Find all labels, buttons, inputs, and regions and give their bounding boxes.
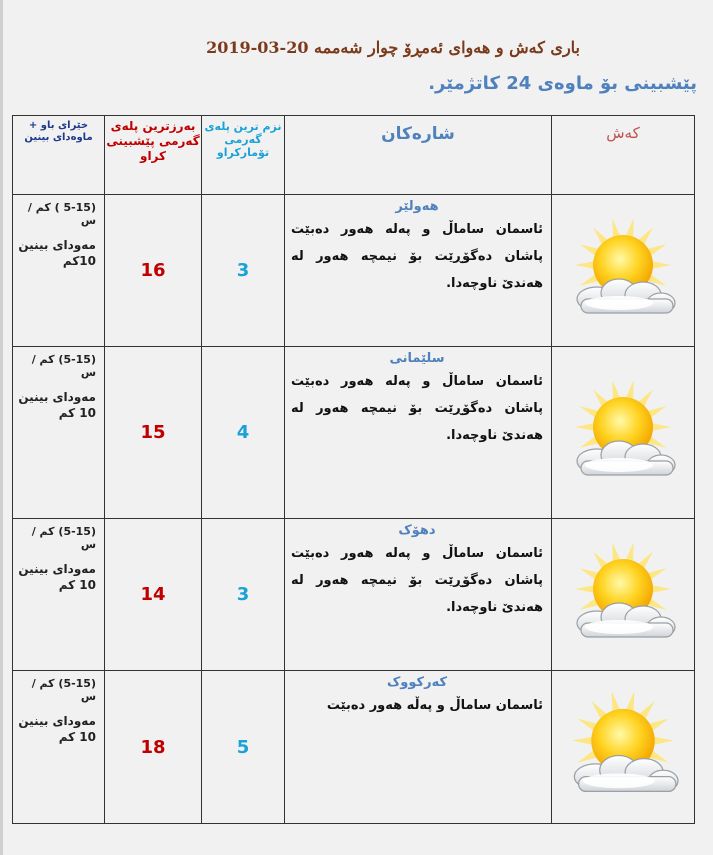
header-min — [202, 116, 285, 195]
header-min-label: نزم ترین پلەی گەرمی تۆمارکراو — [204, 120, 282, 159]
max-temp: 15 — [105, 347, 202, 519]
page-title: باری کەش و هەوای ئەمڕۆ چوار شەممە 20-03-2019 — [206, 38, 580, 57]
city-cell — [285, 347, 552, 519]
header-wind — [13, 116, 105, 195]
wind-cell — [13, 195, 105, 347]
visibility: مەودای بینین 10کم — [18, 238, 96, 268]
visibility: مەودای بینین 10 کم — [18, 390, 96, 420]
city-description: ئاسمان ساماڵ و پەلە هەور دەبێت پاشان دەگۆڕێت بۆ نیمچە هەور لە هەندێ ناوچەدا. — [291, 374, 543, 443]
partly-cloudy-sun-icon — [567, 219, 679, 323]
header-weather-label: کەش — [606, 124, 640, 142]
header-wind-label: خێرای باو + ماوەدای بینین — [24, 120, 93, 143]
min-temp: 5 — [202, 671, 285, 824]
min-temp: 3 — [202, 519, 285, 671]
wind-speed: (5-15) کم /س — [31, 353, 96, 379]
page-edge — [0, 0, 3, 855]
max-temp: 16 — [105, 195, 202, 347]
city-name: کەرکووک — [386, 675, 448, 690]
max-temp: 18 — [105, 671, 202, 824]
header-max-label: بەرزترین پلەی گەرمی پێشبینی کراو — [106, 119, 200, 163]
table-row — [13, 347, 695, 519]
city-description: ئاسمان ساماڵ و پەڵە هەور دەبێت — [326, 698, 543, 713]
wind-speed: (5-15) کم /س — [31, 525, 96, 551]
weather-icon-cell — [552, 195, 695, 347]
partly-cloudy-sun-icon — [567, 381, 679, 485]
weather-icon-cell — [552, 671, 695, 824]
partly-cloudy-sun-icon — [567, 543, 679, 647]
table-row — [13, 519, 695, 671]
wind-cell — [13, 671, 105, 824]
city-name: دهۆک — [398, 523, 436, 538]
header-weather — [552, 116, 695, 195]
header-max — [105, 116, 202, 195]
city-cell — [285, 195, 552, 347]
weather-table — [12, 115, 695, 824]
table-row — [13, 671, 695, 824]
weather-icon-cell — [552, 347, 695, 519]
partly-cloudy-sun-icon — [562, 692, 684, 802]
city-description: ئاسمان ساماڵ و پەلە هەور دەبێت پاشان دەگۆڕێت بۆ نیمچە هەور لە هەندێ ناوچەدا. — [291, 546, 543, 615]
city-description: ئاسمان ساماڵ و پەلە هەور دەبێت پاشان دەگۆڕێت بۆ نیمچە هەور لە هەندێ ناوچەدا. — [291, 222, 543, 291]
visibility: مەودای بینین 10 کم — [18, 714, 96, 744]
city-cell — [285, 519, 552, 671]
header-cities — [285, 116, 552, 195]
min-temp: 4 — [202, 347, 285, 519]
visibility: مەودای بینین 10 کم — [18, 562, 96, 592]
wind-cell — [13, 519, 105, 671]
max-temp: 14 — [105, 519, 202, 671]
table-row — [13, 195, 695, 347]
header-cities-label: شارەکان — [381, 124, 455, 144]
min-temp: 3 — [202, 195, 285, 347]
weather-icon-cell — [552, 519, 695, 671]
wind-speed: (5-15 ) کم /س — [27, 201, 96, 227]
city-cell — [285, 671, 552, 824]
table-header-row — [13, 116, 695, 195]
wind-speed: (5-15) کم /س — [31, 677, 96, 703]
city-name: سلێمانی — [389, 351, 445, 366]
city-name: هەولێر — [395, 199, 439, 214]
page-subtitle: پێشبینی بۆ ماوەی 24 کاتژمێر. — [428, 73, 697, 94]
wind-cell — [13, 347, 105, 519]
